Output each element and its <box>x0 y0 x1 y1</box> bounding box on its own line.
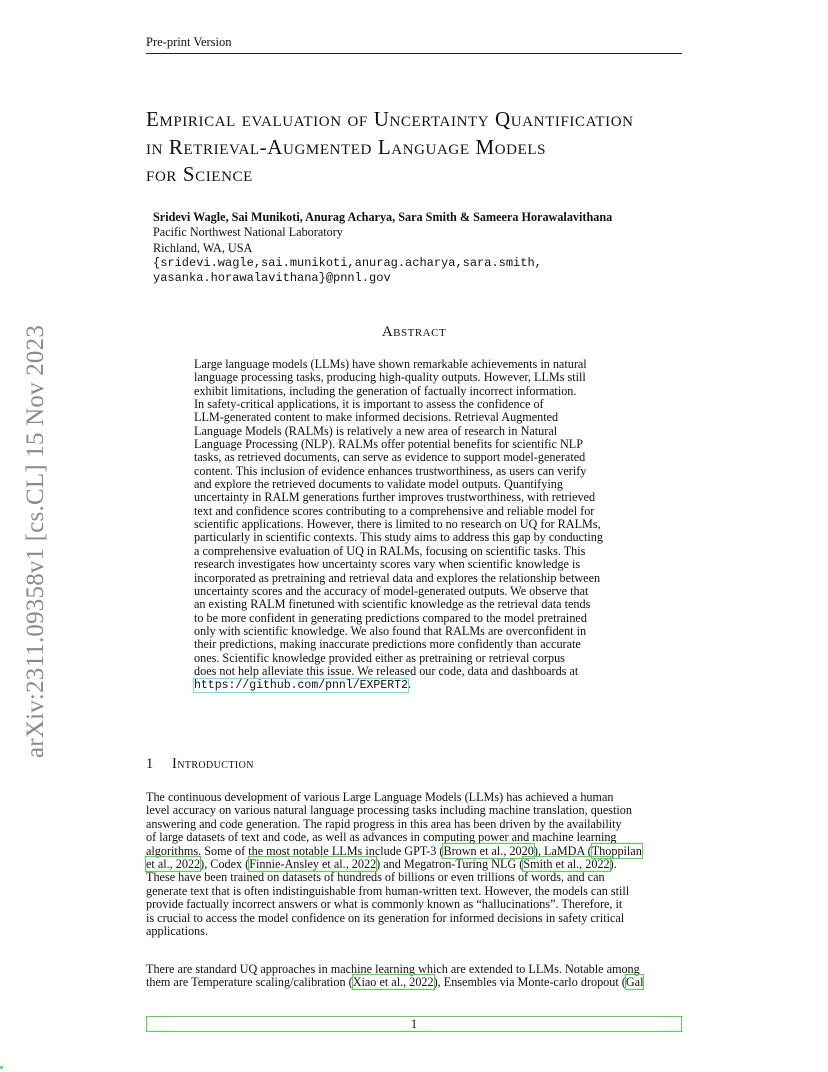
intro-line: The continuous development of various Large Language Models (LLMs) has achieved a human <box>146 790 614 804</box>
intro-line: provide factually incorrect answers or what is commonly known as “hallucinations”. Therefore, it <box>146 897 623 912</box>
intro-line: generate text that is often indistinguishable from human-written text. However, the models can still <box>146 883 630 898</box>
intro-line: applications. <box>146 924 208 939</box>
intro-text: ), LaMDA ( <box>533 843 592 858</box>
page-number[interactable]: 1 <box>146 1016 682 1032</box>
title-line-1: Empirical evaluation of Uncertainty Quantification <box>146 107 634 131</box>
citation-gal[interactable]: Gal <box>625 975 644 990</box>
abstract-link-suffix: . <box>407 677 411 692</box>
intro-text: ). <box>609 857 617 872</box>
paper-title <box>146 106 766 189</box>
intro-paragraph-2 <box>146 963 682 990</box>
abstract-line: In safety-critical applications, it is important to assess the confidence of <box>194 397 544 412</box>
abstract-line: content. This inclusion of evidence enhances trustworthiness, as users can verify <box>194 463 587 478</box>
abstract-line: exhibit limitations, including the generation of factually incorrect information. <box>194 383 577 398</box>
abstract-line: a comprehensive evaluation of UQ in RALMs, focusing on scientific tasks. This <box>194 543 586 558</box>
abstract-line: to be more confident in generating predictions compared to the model pretrained <box>194 610 587 625</box>
author-location: Richland, WA, USA <box>153 240 253 255</box>
author-email-line-2: yasanka.horawalavithana}@pnnl.gov <box>153 271 391 286</box>
intro-text: ) and Megatron-Turing NLG ( <box>376 857 524 872</box>
intro-text: ), Codex ( <box>200 857 250 872</box>
intro-line: is crucial to access the model confidence on its generation for informed decisions in safety critical <box>146 910 625 925</box>
citation-thoppilan-2022[interactable]: Thoppilan <box>591 843 642 858</box>
citation-smith-2022[interactable]: Smith et al., 2022 <box>523 857 610 872</box>
running-header: Pre-print Version <box>146 35 682 54</box>
author-names: Sridevi Wagle, Sai Munikoti, Anurag Acharya, Sara Smith & Sameera Horawalavithana <box>153 210 613 224</box>
abstract-line: language processing tasks, producing high-quality outputs. However, LLMs still <box>194 370 586 385</box>
author-affiliation: Pacific Northwest National Laboratory <box>153 225 343 240</box>
abstract-line: uncertainty in RALM generations further improves trustworthiness, with retrieved <box>194 490 596 505</box>
citation-finnie-ansley-2022[interactable]: Finnie-Ansley et al., 2022 <box>249 857 377 872</box>
abstract-line: does not help alleviate this issue. We released our code, data and dashboards at <box>194 663 579 678</box>
arxiv-identifier-stamp: arXiv:2311.09358v1 [cs.CL] 15 Nov 2023 <box>22 324 49 758</box>
abstract-line: only with scientific knowledge. We also found that RALMs are overconfident in <box>194 623 587 638</box>
abstract-line: tasks, as retrieved documents, can serve as evidence to support model-generated <box>194 450 586 465</box>
abstract-line: an existing RALM finetuned with scientific knowledge as the retrieval data tends <box>194 597 591 612</box>
title-line-2: in Retrieval-Augmented Language Models <box>146 134 547 159</box>
intro-line: There are standard UQ approaches in machine learning which are extended to LLMs. Notable among <box>146 962 640 976</box>
intro-line <box>146 858 682 871</box>
intro-line: of large datasets of text and code, as well as advances in computing power and machine learning <box>146 830 617 845</box>
abstract-link-line <box>194 678 634 692</box>
intro-line <box>146 976 682 989</box>
author-email-line-1: {sridevi.wagle,sai.munikoti,anurag.acharya,sara.smith, <box>153 255 542 270</box>
abstract-line: Language Processing (NLP). RALMs offer potential benefits for scientific NLP <box>194 437 584 452</box>
abstract-line: text and confidence scores contributing to a comprehensive and reliable model for <box>194 503 595 518</box>
github-repo-link[interactable]: https://github.com/pnnl/EXPERT2 <box>194 679 408 693</box>
citation-thoppilan-2022-cont[interactable]: et al., 2022 <box>146 857 201 872</box>
citation-xiao-2022[interactable]: Xiao et al., 2022 <box>352 975 434 990</box>
author-block <box>153 210 713 286</box>
abstract-line: LLM-generated content to make informed decisions. Retrieval Augmented <box>194 410 559 425</box>
intro-paragraph-1 <box>146 791 682 938</box>
abstract-heading: Abstract <box>381 324 447 340</box>
intro-line: level accuracy on various natural language processing tasks including machine translation, question <box>146 803 632 818</box>
abstract-line: scientific applications. However, there is limited to no research on UQ for RALMs, <box>194 517 601 532</box>
abstract-line: incorporated as pretraining and retrieval data and explores the relationship between <box>194 570 601 585</box>
section-heading-introduction <box>146 756 254 773</box>
abstract-line: particularly in scientific contexts. This study aims to address this gap by conducting <box>194 530 603 545</box>
abstract-line: Large language models (LLMs) have shown remarkable achievements in natural <box>194 357 587 371</box>
intro-text: them are Temperature scaling/calibration ( <box>146 975 353 990</box>
citation-brown-2020[interactable]: Brown et al., 2020 <box>443 843 534 858</box>
section-title: Introduction <box>172 756 254 772</box>
intro-text: algorithms. Some of the most notable LLMs include GPT-3 ( <box>146 843 444 858</box>
intro-text: ), Ensembles via Monte-carlo dropout ( <box>433 975 626 990</box>
abstract-line: their predictions, making inaccurate predictions more confidently than accurate <box>194 637 581 652</box>
intro-line: These have been trained on datasets of hundreds of billions or even trillions of words, and can <box>146 870 605 885</box>
title-line-3: for Science <box>146 162 253 186</box>
section-number: 1 <box>146 756 154 772</box>
abstract-line: Language Models (RALMs) is relatively a new area of research in Natural <box>194 423 558 438</box>
intro-line: answering and code generation. The rapid progress in this area has been driven by the availability <box>146 816 622 831</box>
abstract-line: and explore the retrieved documents to validate model outputs. Quantifying <box>194 477 563 492</box>
abstract-line: ones. Scientific knowledge provided either as pretraining or retrieval corpus <box>194 650 565 665</box>
abstract-body <box>194 358 634 693</box>
abstract-line: research investigates how uncertainty scores vary when scientific knowledge is <box>194 557 581 572</box>
abstract-line: uncertainty scores and the accuracy of model-generated outputs. We observe that <box>194 583 589 598</box>
annotation-marker <box>0 1066 3 1069</box>
